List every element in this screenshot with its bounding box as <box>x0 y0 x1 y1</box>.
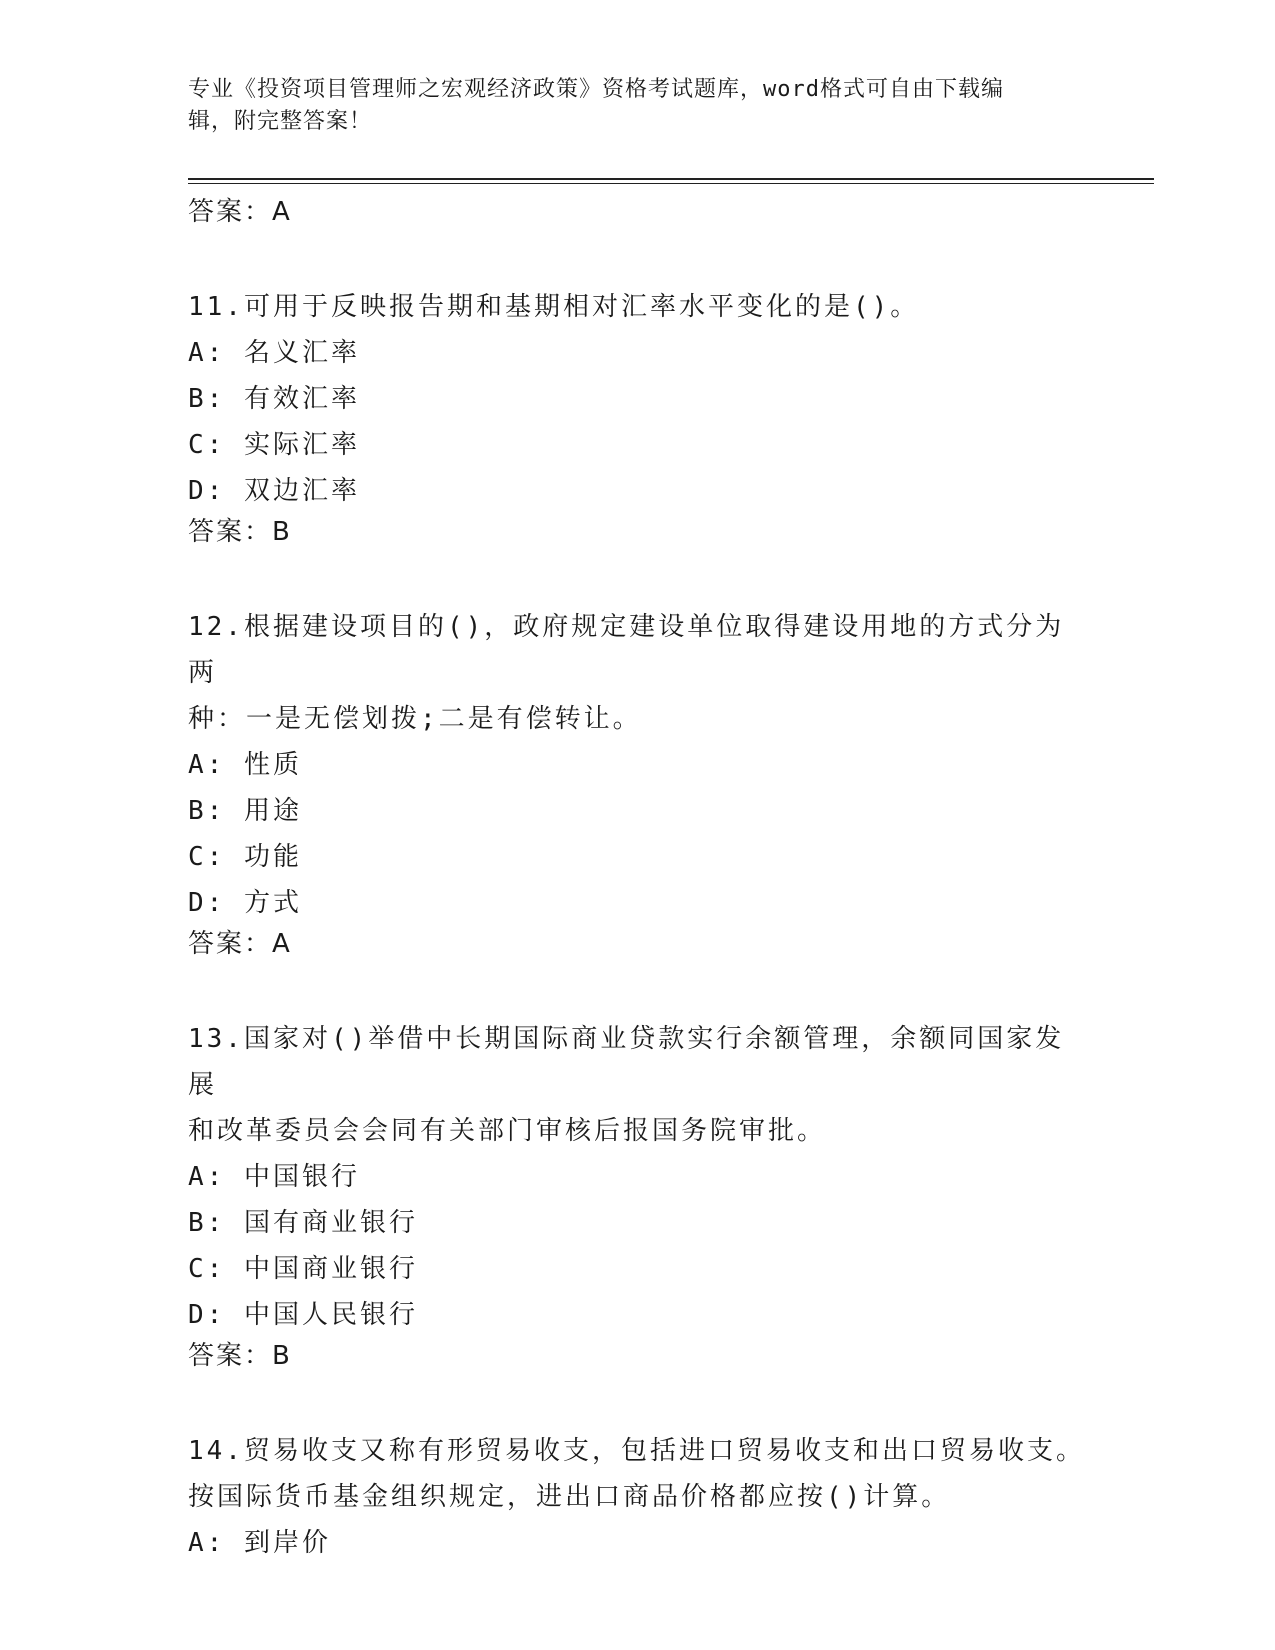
document-header <box>188 74 1088 138</box>
question-13 <box>188 1016 1088 1382</box>
answer-line: 答案：A <box>188 197 292 227</box>
option-c: C: 中国商业银行 <box>188 1254 418 1284</box>
question-list <box>188 194 1088 1566</box>
option-a: A: 到岸价 <box>188 1528 331 1558</box>
option-a: A: 中国银行 <box>188 1162 360 1192</box>
question-stem-line: 12.根据建设项目的()，政府规定建设单位取得建设用地的方式分为两 <box>188 612 1065 688</box>
question-stem-line: 种：一是无偿划拨;二是有偿转让。 <box>188 704 642 734</box>
question-stem-line: 按国际货币基金组织规定，进出口商品价格都应按()计算。 <box>188 1482 951 1512</box>
question-stem-line: 11.可用于反映报告期和基期相对汇率水平变化的是()。 <box>188 292 920 322</box>
option-a: A: 名义汇率 <box>188 338 360 368</box>
option-d: D: 双边汇率 <box>188 476 360 506</box>
option-b: B: 国有商业银行 <box>188 1208 418 1238</box>
option-c: C: 功能 <box>188 842 302 872</box>
question-stem <box>188 1016 1088 1154</box>
option-a: A: 性质 <box>188 750 302 780</box>
header-divider-thick <box>188 178 1154 180</box>
answer-line: 答案：A <box>188 929 292 959</box>
question-12 <box>188 604 1088 970</box>
question-stem <box>188 604 1088 742</box>
header-line-2: 辑，附完整答案！ <box>188 109 373 134</box>
answer-line: 答案：B <box>188 1341 292 1371</box>
question-stem-line: 和改革委员会会同有关部门审核后报国务院审批。 <box>188 1116 827 1146</box>
question-14 <box>188 1428 1088 1566</box>
header-line-1: 专业《投资项目管理师之宏观经济政策》资格考试题库，word格式可自由下载编 <box>188 77 1004 102</box>
question-stem-line: 13.国家对()举借中长期国际商业贷款实行余额管理，余额同国家发展 <box>188 1024 1065 1100</box>
option-b: B: 用途 <box>188 796 302 826</box>
option-d: D: 中国人民银行 <box>188 1300 418 1330</box>
question-stem <box>188 284 1088 330</box>
option-b: B: 有效汇率 <box>188 384 360 414</box>
option-c: C: 实际汇率 <box>188 430 360 460</box>
question-11 <box>188 284 1088 558</box>
option-d: D: 方式 <box>188 888 302 918</box>
question-stem <box>188 1428 1088 1520</box>
answer-line: 答案：B <box>188 517 292 547</box>
question-stem-line: 14.贸易收支又称有形贸易收支，包括进口贸易收支和出口贸易收支。 <box>188 1436 1085 1466</box>
header-divider-thin <box>188 183 1154 184</box>
